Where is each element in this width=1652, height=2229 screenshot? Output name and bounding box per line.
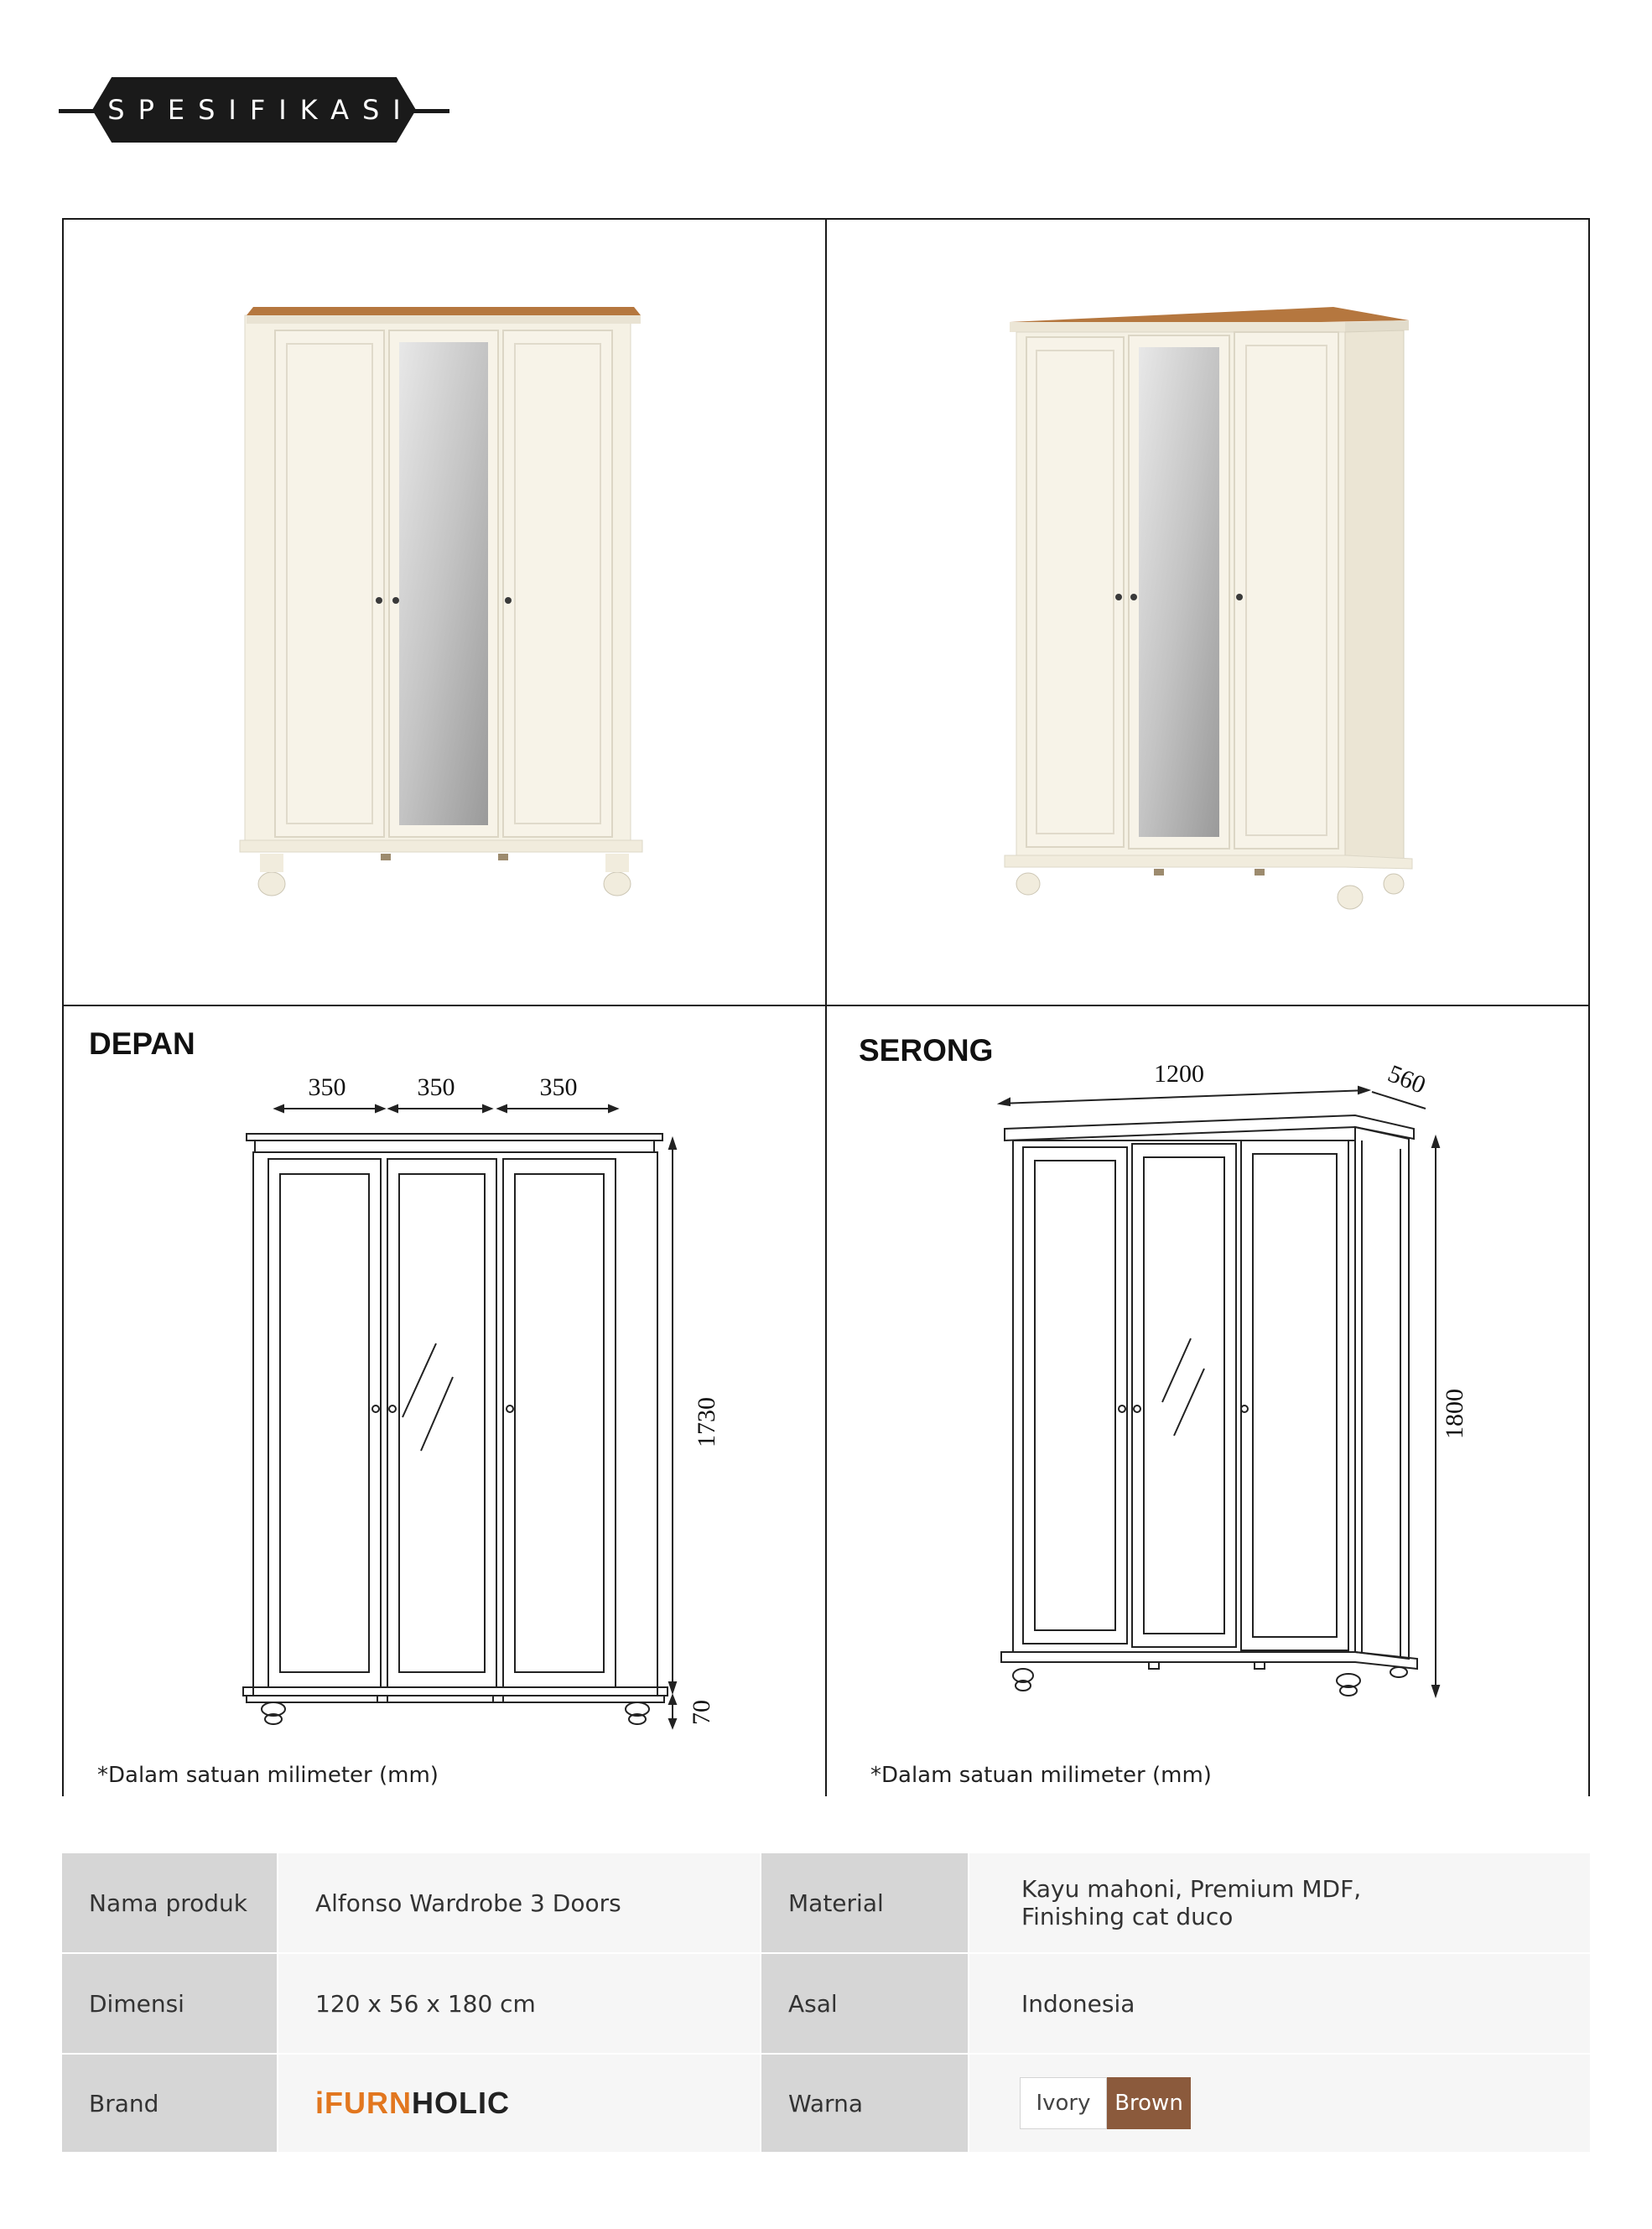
header-title: SPESIFIKASI — [107, 94, 414, 126]
spec-dim-value: 120 x 56 x 180 cm — [278, 1954, 760, 2053]
spec-dim-label: Dimensi — [62, 1954, 277, 2053]
wardrobe-angled-photo — [998, 297, 1434, 917]
front-width-1: 350 — [308, 1073, 346, 1101]
spec-material-label: Material — [761, 1853, 968, 1952]
spec-origin-label: Asal — [761, 1954, 968, 2053]
spec-color-value — [969, 2055, 1590, 2152]
spec-origin-value: Indonesia — [969, 1954, 1590, 2053]
front-width-3: 350 — [539, 1073, 578, 1101]
front-view-label: DEPAN — [89, 1026, 195, 1061]
front-width-2: 350 — [417, 1073, 455, 1101]
wardrobe-front-photo — [235, 302, 654, 922]
section-header — [59, 77, 449, 143]
color-swatch-ivory[interactable]: Ivory — [1020, 2077, 1107, 2129]
grid-left-border — [62, 218, 64, 1796]
angled-line-drawing — [990, 1057, 1468, 1728]
brand-logo-i: i — [315, 2086, 325, 2120]
spec-material-value — [969, 1853, 1590, 1952]
angled-view-label: SERONG — [859, 1033, 994, 1068]
spec-color-label: Warna — [761, 2055, 968, 2152]
material-line-2: Finishing cat duco — [1021, 1903, 1234, 1930]
spec-name-label: Nama produk — [62, 1853, 277, 1952]
angled-depth: 560 — [1384, 1059, 1430, 1099]
front-unit-note: *Dalam satuan milimeter (mm) — [97, 1763, 439, 1788]
front-line-drawing — [235, 1065, 738, 1736]
spec-name-value: Alfonso Wardrobe 3 Doors — [278, 1853, 760, 1952]
material-line-1: Kayu mahoni, Premium MDF, — [1021, 1875, 1362, 1903]
brand-logo-holic: HOLIC — [412, 2086, 510, 2120]
angled-height: 1800 — [1441, 1389, 1468, 1439]
spec-brand-label: Brand — [62, 2055, 277, 2152]
brand-logo-furn: FURN — [325, 2086, 412, 2120]
grid-center-border — [825, 218, 827, 1796]
front-leg-height: 70 — [688, 1700, 715, 1725]
spec-brand-value — [278, 2055, 760, 2152]
angled-unit-note: *Dalam satuan milimeter (mm) — [870, 1763, 1212, 1788]
front-height: 1730 — [693, 1397, 720, 1447]
color-swatch-brown[interactable]: Brown — [1107, 2077, 1191, 2129]
grid-right-border — [1588, 218, 1590, 1796]
angled-width: 1200 — [1154, 1060, 1204, 1088]
